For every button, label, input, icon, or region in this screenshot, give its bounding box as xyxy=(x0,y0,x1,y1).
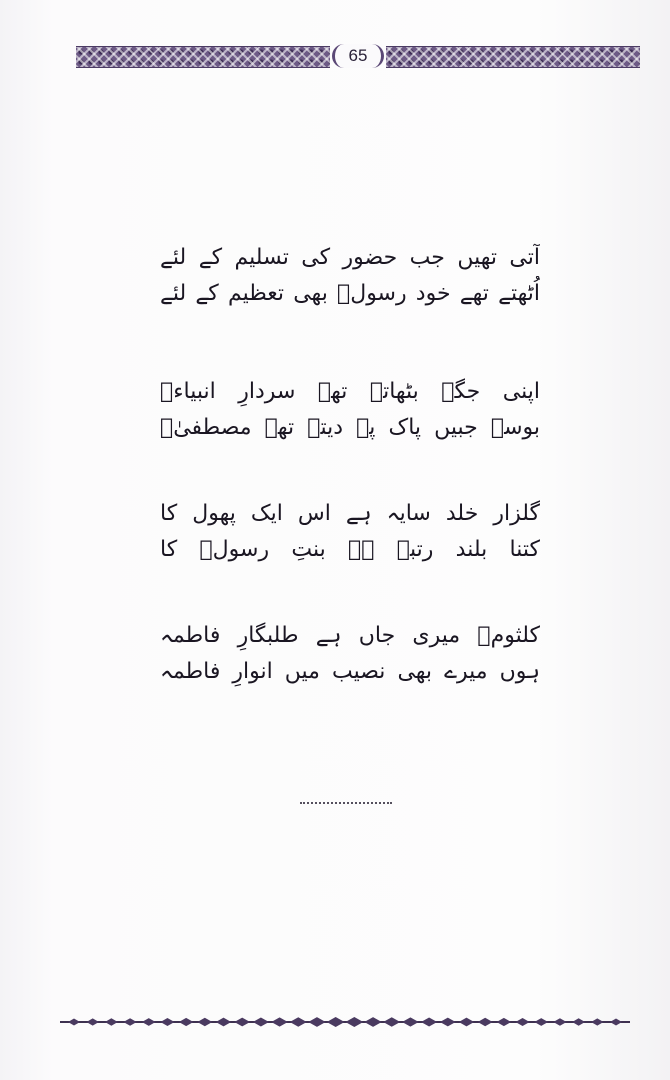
ornament-diamond xyxy=(402,1017,419,1026)
ornament-diamond xyxy=(610,1019,622,1026)
ornament-diamond xyxy=(327,1017,345,1027)
ornament-diamond xyxy=(591,1018,603,1025)
stanza xyxy=(160,374,540,446)
ornament-diamond xyxy=(86,1018,98,1025)
ornament-diamond xyxy=(271,1017,288,1026)
page-header-ornament xyxy=(76,44,640,70)
stanza xyxy=(160,496,540,568)
ornament-diamond xyxy=(123,1018,136,1026)
ornament-diamond xyxy=(308,1017,325,1027)
ornament-diamond xyxy=(364,1017,381,1027)
ornament-diamond xyxy=(290,1017,307,1026)
verse-line: ہوں میرے بھی نصیب میں انوارِ فاطمہ xyxy=(160,659,540,684)
ornament-diamond xyxy=(383,1017,400,1026)
section-separator xyxy=(300,792,392,804)
verse-line: کتنا بلند رتبہ ہے بنتِ رسولؐ کا xyxy=(160,537,540,562)
stanza xyxy=(160,240,540,312)
ornament-diamond xyxy=(142,1018,156,1026)
verse-line: کلثومؔ میری جاں ہے طلبگارِ فاطمہ xyxy=(160,623,540,648)
ornament-diamond xyxy=(553,1018,566,1026)
footer-ornament xyxy=(60,1012,630,1032)
header-ornament-right xyxy=(386,46,640,68)
verse-line: اُٹھتے تھے خود رسولؐ بھی تعظیم کے لئے xyxy=(160,281,540,306)
ornament-diamond xyxy=(197,1018,212,1026)
ornament-diamond xyxy=(497,1018,511,1026)
ornament-diamond xyxy=(216,1018,231,1027)
ornament-diamond xyxy=(179,1018,193,1026)
ornament-diamond xyxy=(105,1018,118,1025)
verse-line: بوسہ جبیں پاک پہ دیتے تھے مصطفیٰؐ xyxy=(160,415,540,440)
stanza xyxy=(160,618,540,690)
verse-line: اپنی جگہ بٹھاتے تھے سردارِ انبیاءؐ xyxy=(160,379,540,404)
footer-ornament-diamonds xyxy=(60,1012,630,1032)
ornament-diamond xyxy=(516,1018,530,1026)
ornament-diamond xyxy=(253,1017,269,1026)
verse-line: آتی تھیں جب حضور کی تسلیم کے لئے xyxy=(160,245,540,270)
ornament-diamond xyxy=(421,1017,437,1026)
header-ornament-left xyxy=(76,46,330,68)
ornament-diamond xyxy=(68,1019,80,1026)
ornament-diamond xyxy=(160,1018,174,1026)
ornament-diamond xyxy=(440,1018,456,1027)
ornament-diamond xyxy=(572,1018,585,1025)
ornament-diamond xyxy=(345,1017,363,1027)
ornament-diamond xyxy=(478,1018,493,1026)
ornament-diamond xyxy=(534,1018,548,1026)
verse-line: گلزار خلد سایہ ہے اس ایک پھول کا xyxy=(160,501,540,526)
page-number: 65 xyxy=(332,44,384,68)
ornament-diamond xyxy=(234,1018,250,1027)
ornament-diamond xyxy=(459,1018,474,1027)
